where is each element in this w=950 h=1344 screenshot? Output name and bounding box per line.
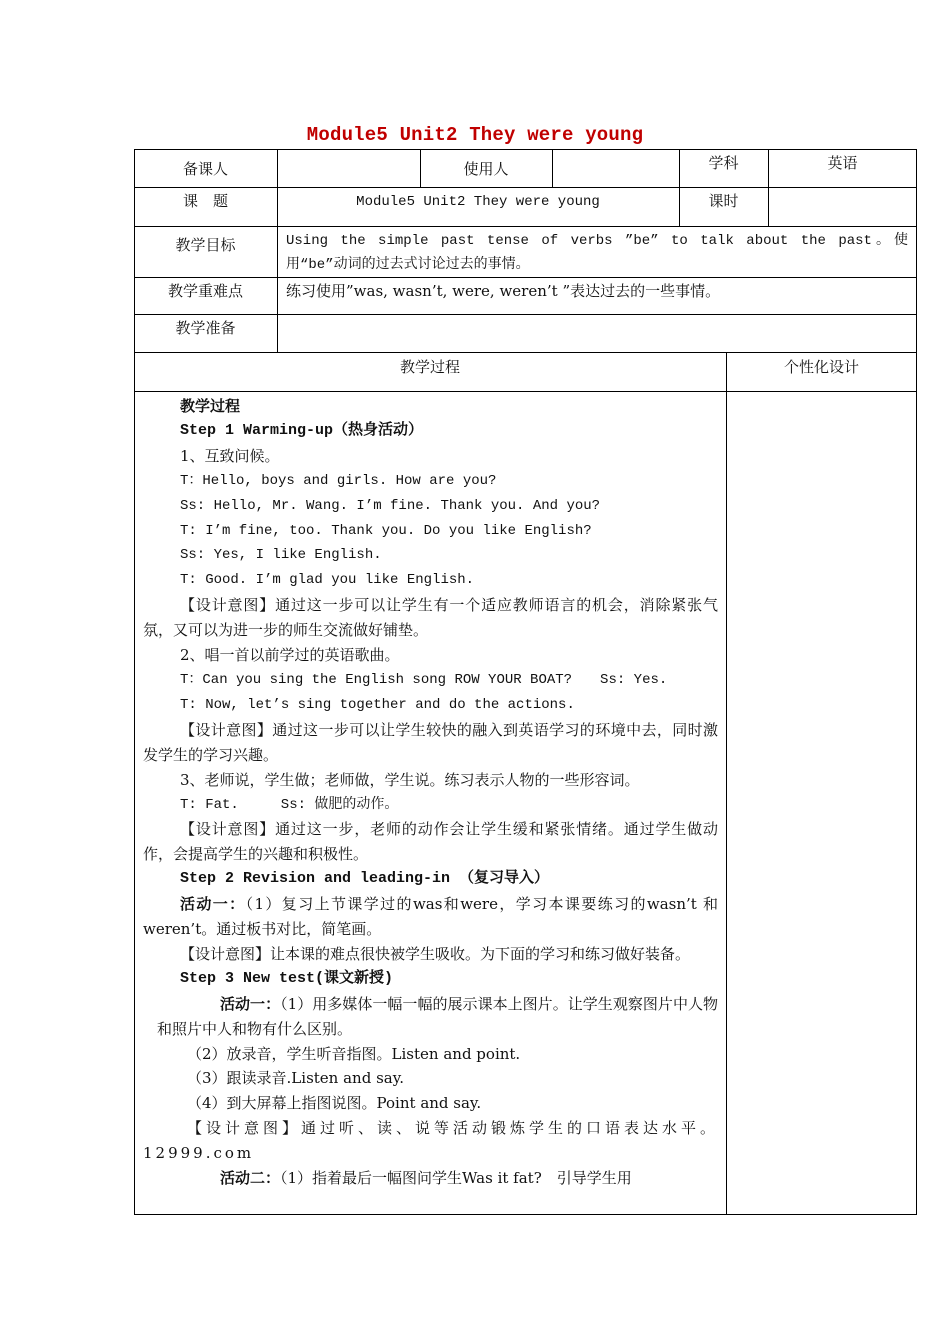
activity-text: （1）指着最后一幅图问学生Was it fat? 引导学生用 <box>280 1169 632 1188</box>
step2-heading: Step 2 Revision and leading-in （复习导入） <box>180 870 550 888</box>
goal-value: Using the simple past tense of verbs ”be” to talk about the past。使用“be”动词的过去式讨论过去的事情。 <box>286 233 908 273</box>
prep-label: 教学准备 <box>175 319 236 337</box>
dialogue-line: T：Hello, boys and girls. How are you? <box>180 472 497 489</box>
subject-label: 学科 <box>708 154 739 172</box>
design-intent: 【设计意图】通过这一步可以让学生较快的融入到英语学习的环境中去，同时激发学生的学习兴趣。 <box>143 720 718 764</box>
activity-text: （1）复习上节课学过的was和were，学习本课要练习的wasn’t 和weren’t。通过板书对比，简笔画。 <box>143 895 718 939</box>
activity-step: （4）到大屏幕上指图说图。Point and say. <box>187 1094 482 1113</box>
dialogue-line: T: Fat. Ss: 做肥的动作。 <box>180 796 399 813</box>
page-title: Module5 Unit2 They were young <box>306 124 644 146</box>
step1-item3: 3、老师说，学生做；老师做，学生说。练习表示人物的一些形容词。 <box>180 770 640 789</box>
step1-item1: 1、互致问候。 <box>180 446 280 465</box>
design-intent: 【设计意图】通过这一步可以让学生有一个适应教师语言的机会，消除紧张气氛，又可以为进一步的师生交流做好铺垫。 <box>143 596 718 640</box>
goal-label: 教学目标 <box>175 236 236 254</box>
activity-text: （1）用多媒体一幅一幅的展示课本上图片。让学生观察图片中人物和照片中人和物有什么区别。 <box>157 994 718 1038</box>
preparer-label: 备课人 <box>182 160 228 178</box>
design-intent: 【设计意图】通过听、读、说等活动锻炼学生的口语表达水平。12999.com <box>143 1119 718 1163</box>
dialogue-line: T: Good. I’m glad you like English. <box>180 572 475 589</box>
topic-label: 课 题 <box>182 192 228 210</box>
teaching-process-body <box>143 394 718 1191</box>
activity-step: （3）跟读录音.Listen and say. <box>187 1069 404 1088</box>
period-label: 课时 <box>708 192 739 210</box>
dialogue-line: Ss: Hello, Mr. Wang. I’m fine. Thank you. And you? <box>180 497 601 514</box>
new-activity-2 <box>143 1166 718 1191</box>
activity-label: 活动一： <box>220 994 281 1013</box>
dialogue-line: T：Can you sing the English song ROW YOUR BOAT? Ss: Yes. <box>180 671 668 688</box>
step1-item2: 2、唱一首以前学过的英语歌曲。 <box>180 646 400 665</box>
process-column-label: 教学过程 <box>399 358 460 376</box>
user-label: 使用人 <box>463 160 509 178</box>
dialogue-line: T: I’m fine, too. Thank you. Do you like English? <box>180 522 592 539</box>
design-intent: 【设计意图】通过这一步，老师的动作会让学生缓和紧张情绪。通过学生做动作，会提高学生的兴趣和积极性。 <box>143 820 718 864</box>
activity-label: 活动一： <box>180 895 246 914</box>
activity-step: （2）放录音，学生听音指图。Listen and point. <box>187 1044 521 1063</box>
key-label: 教学重难点 <box>167 282 243 300</box>
activity-label: 活动二： <box>220 1169 281 1188</box>
process-heading: 教学过程 <box>180 397 241 415</box>
key-value: 练习使用”was, wasn’t, were, weren’t ”表达过去的一些事情。 <box>286 282 721 300</box>
new-activity-1 <box>143 992 718 1042</box>
personal-design-label: 个性化设计 <box>783 358 859 376</box>
dialogue-line: T: Now, let’s sing together and do the actions. <box>180 696 575 713</box>
design-intent: 【设计意图】让本课的难点很快被学生吸收。为下面的学习和练习做好装备。 <box>180 944 691 963</box>
dialogue-line: Ss: Yes, I like English. <box>180 547 382 564</box>
revision-activity <box>143 892 718 942</box>
step3-heading: Step 3 New test(课文新授) <box>180 969 394 987</box>
step1-heading: Step 1 Warming-up（热身活动） <box>180 421 424 439</box>
subject-value: 英语 <box>827 154 858 172</box>
topic-value: Module5 Unit2 They were young <box>356 194 600 210</box>
